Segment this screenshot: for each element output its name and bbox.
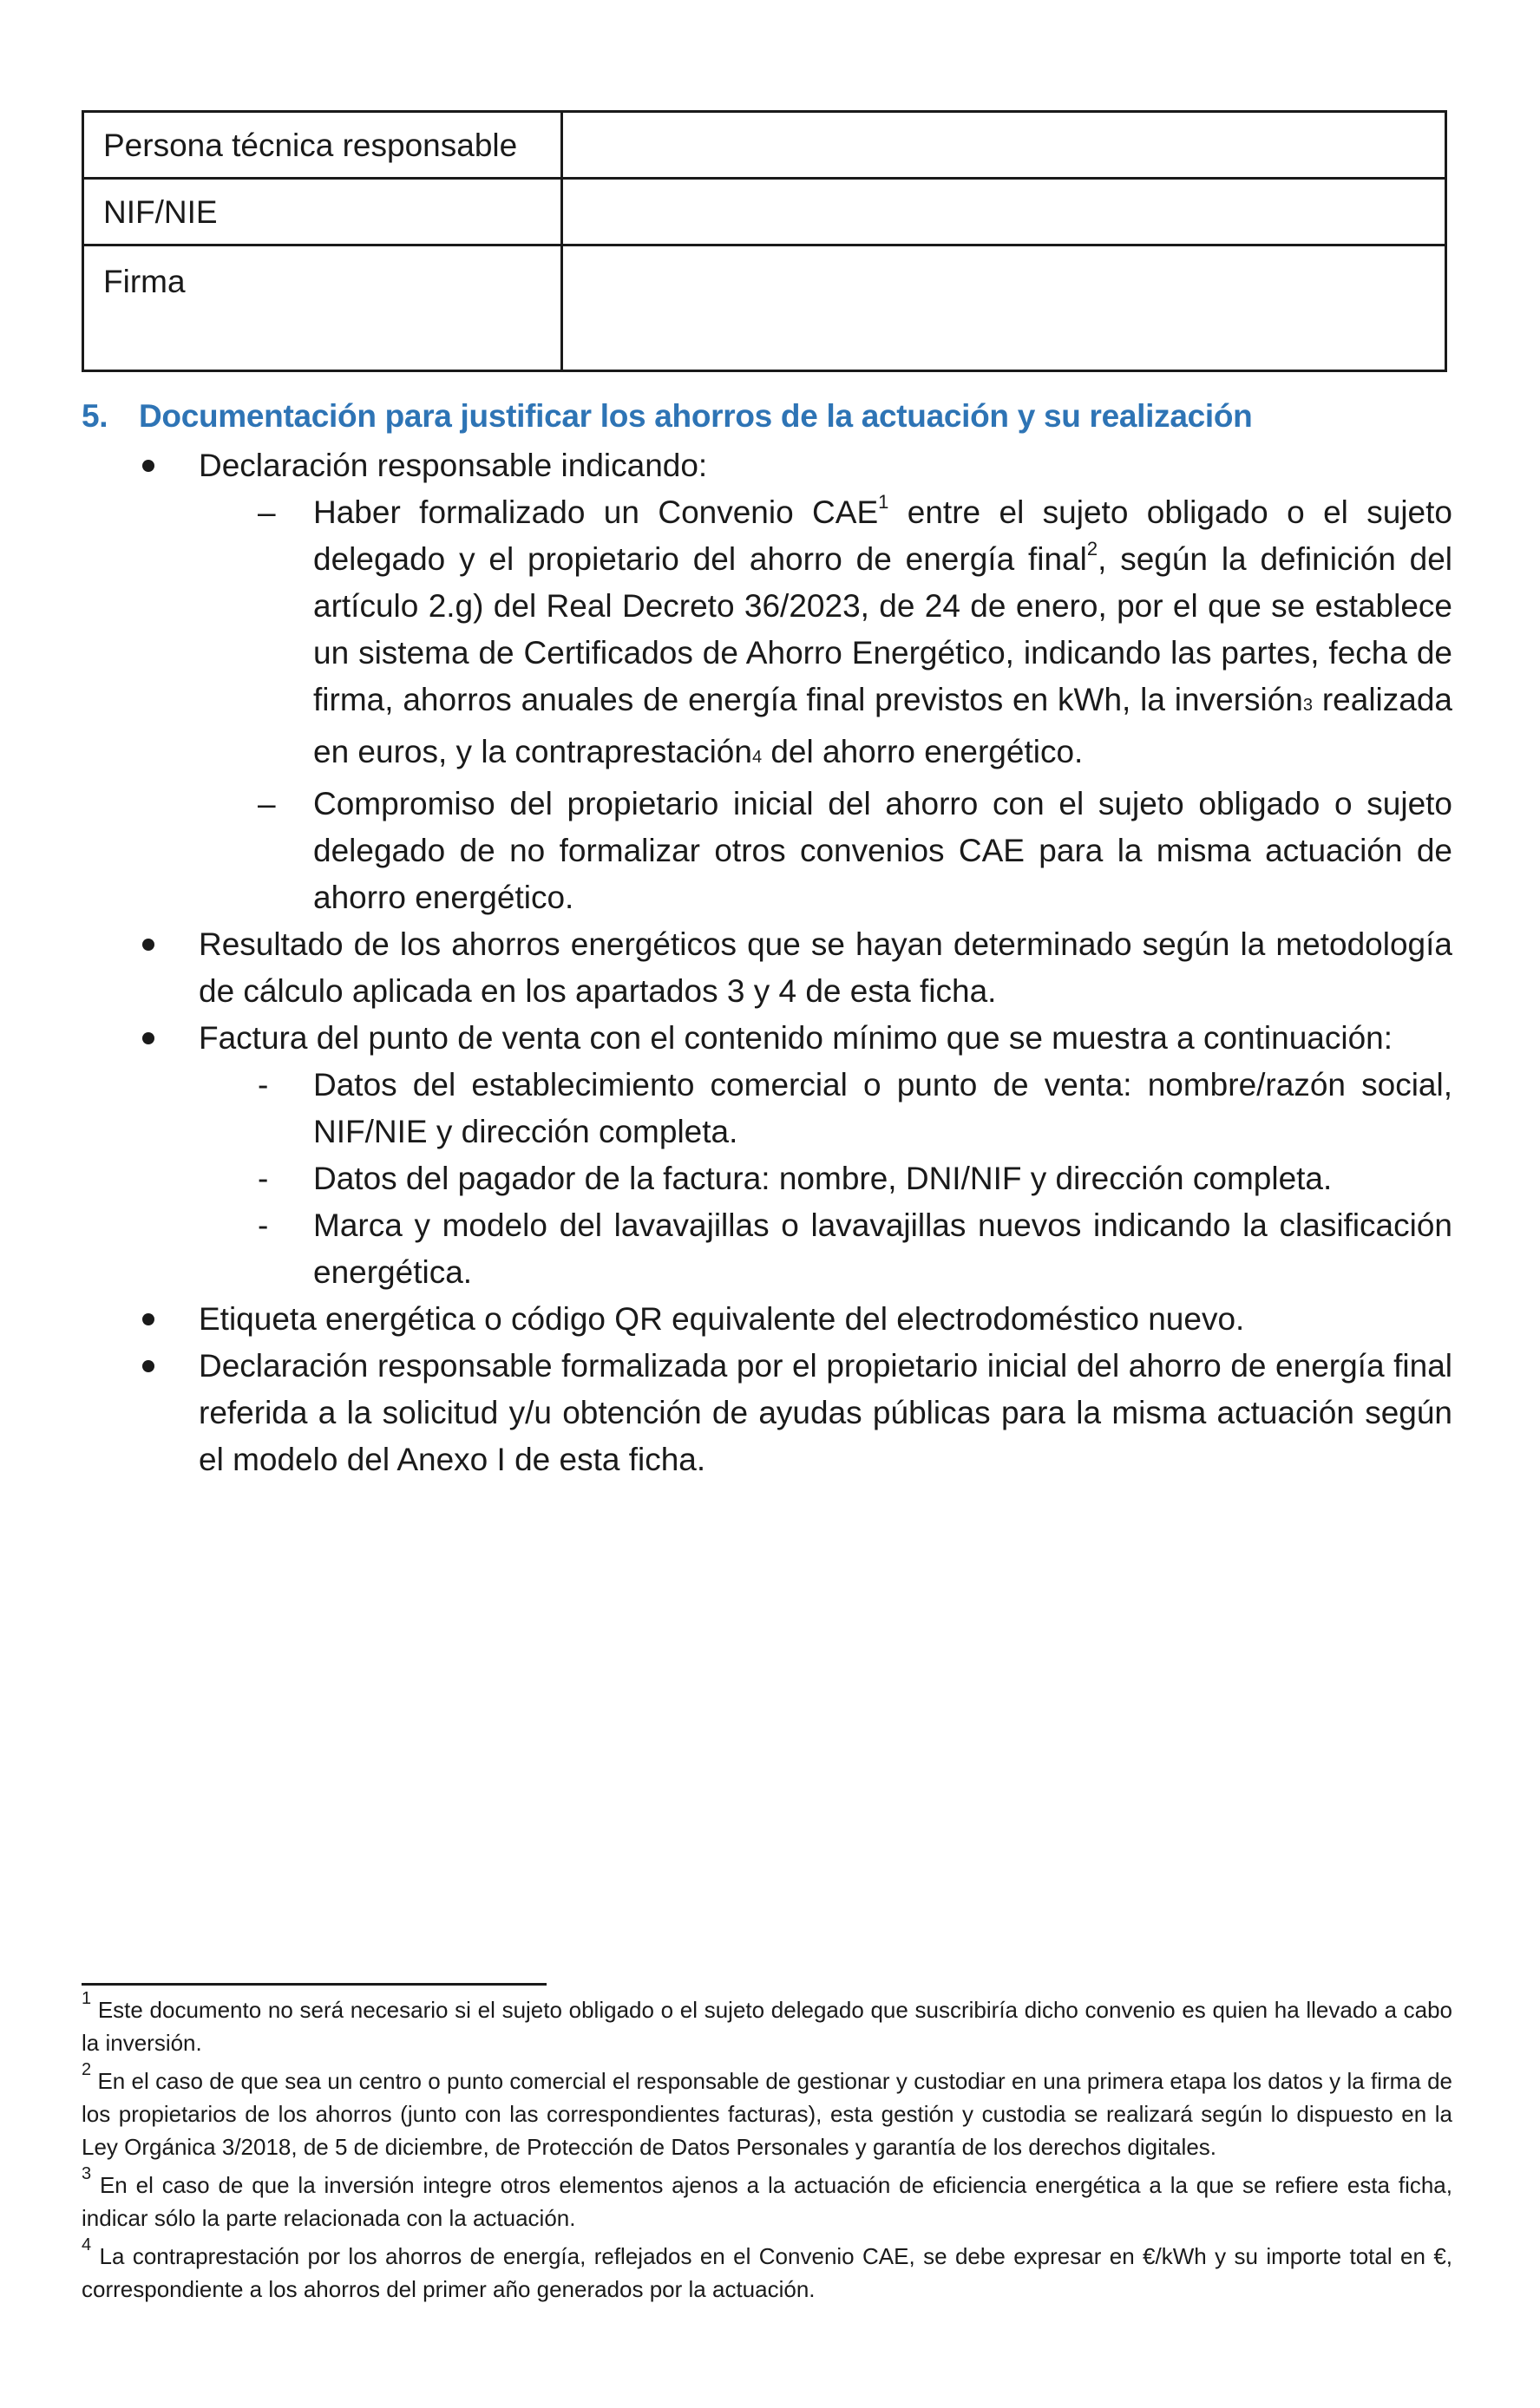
footnotes: [82, 1989, 1452, 2311]
sub-item-text: Datos del establecimiento comercial o punto de venta: nombre/razón social, NIF/NIE y dirección completa.: [313, 1067, 1452, 1149]
footnote-number: 2: [82, 2060, 92, 2080]
list-item: [199, 442, 1452, 921]
list-item-text: Etiqueta energética o código QR equivalente del electrodoméstico nuevo.: [199, 1301, 1245, 1337]
list-item-text: Resultado de los ahorros energéticos que se hayan determinado según la metodología de cálculo aplicada en los apartados 3 y 4 de esta ficha.: [199, 926, 1452, 1009]
footnote-text: En el caso de que sea un centro o punto comercial el responsable de gestionar y custodiar en una primera etapa los datos y la firma de los propietarios de los ahorros (junto con las correspondientes facturas), esta gestión y custodia se realizará según lo dispuesto en la Ley Orgánica 3/2018, de 5 de diciembre, de Protección de Datos Personales y garantía de los derechos digitales.: [82, 2068, 1452, 2160]
dash-marker: -: [258, 1161, 269, 1196]
section-number: 5.: [82, 398, 108, 434]
dash-marker: -: [258, 1207, 269, 1243]
section-title: Documentación para justificar los ahorros de la actuación y su realización: [139, 398, 1253, 434]
sub-item-text: realizada en euros, y la contraprestación: [313, 682, 1452, 769]
dash-marker: –: [258, 786, 276, 821]
value-cell-persona-tecnica[interactable]: [562, 112, 1446, 179]
list-item-text: Declaración responsable indicando:: [199, 448, 708, 483]
list-item: [199, 1015, 1452, 1296]
table-row: [83, 112, 1446, 179]
label-cell: Firma: [83, 245, 562, 371]
sub-item-text: Haber formalizado un Convenio CAE: [313, 494, 879, 530]
section-body: [82, 442, 1452, 1483]
footnote: [82, 1989, 1452, 2059]
footnote-ref[interactable]: 3: [1302, 696, 1313, 715]
footnote-number: 1: [82, 1989, 92, 2009]
sub-item-text: Datos del pagador de la factura: nombre, DNI/NIF y dirección completa.: [313, 1161, 1333, 1196]
sub-list-item: [258, 1202, 1452, 1296]
footnote-separator: [82, 1983, 547, 1986]
label-cell: NIF/NIE: [83, 179, 562, 245]
signature-table: [82, 110, 1447, 372]
sub-item-text: del ahorro energético.: [762, 734, 1084, 769]
sub-item-text: Marca y modelo del lavavajillas o lavavajillas nuevos indicando la clasificación energética.: [313, 1207, 1452, 1290]
table-row: [83, 245, 1446, 371]
footnote-text: En el caso de que la inversión integre otros elementos ajenos a la actuación de eficiencia energética a la que se refiere esta ficha, indicar sólo la parte relacionada con la actuación.: [82, 2172, 1452, 2231]
sub-list: [199, 1062, 1452, 1296]
sub-list-item: [258, 1062, 1452, 1155]
dash-marker: –: [258, 494, 276, 530]
footnote-text: La contraprestación por los ahorros de energía, reflejados en el Convenio CAE, se debe expresar en €/kWh y su importe total en €, correspondiente a los ahorros del primer año generados por la actuación.: [82, 2243, 1452, 2302]
list-item: [199, 1296, 1452, 1343]
requirements-list: [82, 442, 1452, 1483]
footnote: [82, 2164, 1452, 2235]
table-row: [83, 179, 1446, 245]
footnote-text: Este documento no será necesario si el sujeto obligado o el sujeto delegado que suscribiría dicho convenio es quien ha llevado a cabo la inversión.: [82, 1997, 1452, 2056]
list-item: [199, 921, 1452, 1015]
sub-list-item: [258, 1155, 1452, 1202]
footnote-number: 3: [82, 2164, 92, 2184]
footnote-ref[interactable]: 4: [751, 748, 763, 767]
label-cell: Persona técnica responsable: [83, 112, 562, 179]
value-cell-nif-nie[interactable]: [562, 179, 1446, 245]
footnote: [82, 2060, 1452, 2163]
footnote: [82, 2235, 1452, 2306]
footnote-ref[interactable]: 1: [878, 490, 889, 513]
list-item: [199, 1343, 1452, 1483]
value-cell-firma[interactable]: [562, 245, 1446, 371]
footnote-number: 4: [82, 2235, 92, 2255]
sub-list-item: [258, 781, 1452, 921]
footnote-ref[interactable]: 2: [1086, 537, 1098, 559]
sub-list: [199, 489, 1452, 921]
dash-marker: -: [258, 1067, 269, 1103]
section-heading: [82, 395, 1452, 438]
sub-list-item: [258, 489, 1452, 781]
sub-item-text: , según la definición del artículo 2.g) del Real Decreto 36/2023, de 24 de enero, por el que se establece un sistema de Certificados de Ahorro Energético, indicando las partes, fecha de firma, ahorros anuales de energía final previstos en kWh, la inversión: [313, 541, 1452, 717]
list-item-text: Factura del punto de venta con el contenido mínimo que se muestra a continuación:: [199, 1020, 1393, 1056]
list-item-text: Declaración responsable formalizada por el propietario inicial del ahorro de energía final referida a la solicitud y/u obtención de ayudas públicas para la misma actuación según el modelo del Anexo I de esta ficha.: [199, 1348, 1452, 1477]
sub-item-text: entre el sujeto obligado o el sujeto delegado y el propietario del ahorro de energía final: [313, 494, 1452, 577]
sub-item-text: Compromiso del propietario inicial del ahorro con el sujeto obligado o sujeto delegado de no formalizar otros convenios CAE para la misma actuación de ahorro energético.: [313, 786, 1452, 915]
